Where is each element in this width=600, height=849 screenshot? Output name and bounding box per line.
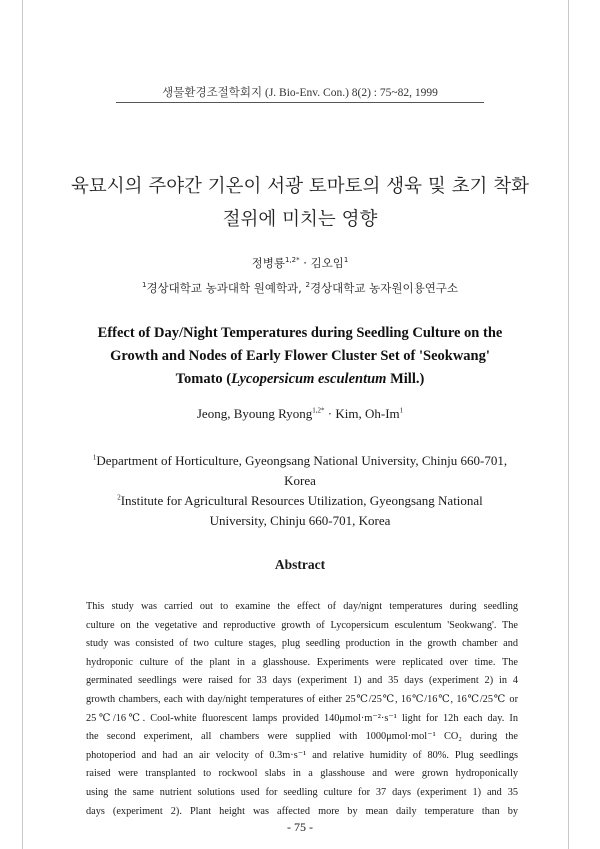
abstract-body — [86, 598, 518, 821]
korean-author-1: 정병룡 — [251, 256, 285, 270]
english-author-1: Jeong, Byoung Ryong — [196, 406, 313, 421]
korean-affil-1-sup: 1 — [141, 281, 147, 290]
abstract-line: photoperiod and had an air velocity of 0.3m·s⁻¹ and relative humidity of 80%. Plug seedlings — [86, 749, 518, 761]
english-affil-2-line-1 — [80, 491, 520, 511]
abstract-line: days (experiment 2). Plant height was affected more by mean daily temperature than by — [86, 805, 518, 817]
korean-affiliations — [0, 280, 600, 296]
korean-affil-1: 경상대학교 농과대학 원예학과, — [146, 281, 306, 295]
abstract-line: study was consisted of two culture stages, plug seedling production in the growth chamber and — [86, 638, 518, 650]
korean-author-1-sup: 1,2* — [284, 256, 300, 265]
abstract-line: germinated seedlings were raised for 33 days (experiment 1) and 35 days (experiment 2) in 4 — [86, 675, 518, 687]
abstract-line: 25℃/16℃. Cool-white fluorescent lamps provided 140μmol·m⁻²·s⁻¹ light for 12h each day. In — [86, 712, 518, 724]
abstract-line: culture on the vegetative and reproductive growth of Lycopersicum esculentum 'Seokwang'. The — [86, 619, 518, 631]
abstract-line: using the same nutrient solutions used for seedling culture for 37 days (experiment 1) and 35 — [86, 786, 518, 798]
english-title-prefix: Tomato ( — [175, 371, 232, 387]
english-author-2: Kim, Oh-Im — [335, 406, 400, 421]
header-rule — [116, 102, 484, 103]
korean-author-2: 김오임 — [310, 256, 344, 270]
english-affil-1-text: Department of Horticulture, Gyeongsang National University, Chinju 660-701, — [96, 453, 508, 468]
abstract-line: raised were transplanted to rockwool slabs in a glasshouse and were grown hydroponically — [86, 768, 518, 780]
english-title-line-1: Effect of Day/Night Temperatures during Seedling Culture on the — [97, 325, 503, 341]
english-affil-1-sup: 1 — [92, 453, 97, 462]
english-author-separator: · — [324, 406, 336, 421]
english-affil-2-sup: 2 — [117, 493, 121, 502]
english-affil-1-line-1 — [80, 451, 520, 471]
english-title-line-3 — [70, 368, 530, 391]
english-title-suffix: Mill.) — [386, 371, 425, 387]
abstract-line: growth chambers, each with day/night temperatures of either 25℃/25℃, 16℃/16℃, 16℃/25℃ or — [86, 693, 518, 705]
page-number: - 75 - — [287, 820, 313, 834]
english-affil-1-line-2: Korea — [284, 473, 316, 488]
korean-title-line-2: 절위에 미치는 영향 — [222, 209, 378, 230]
author-separator: · — [299, 256, 311, 270]
abstract-line: hydroponic culture of the plant in a glasshouse. Experiments were replicated over time. The — [86, 656, 518, 668]
korean-affil-2: 경상대학교 농자원이용연구소 — [309, 281, 459, 295]
english-title — [70, 322, 530, 391]
korean-authors — [0, 255, 600, 271]
species-name: Lycopersicum esculentum — [231, 371, 387, 387]
english-title-line-2: Growth and Nodes of Early Flower Cluster Set of 'Seokwang' — [110, 348, 490, 364]
running-header: 생물환경조절학회지 (J. Bio-Env. Con.) 8(2) : 75~82, 1999 — [162, 87, 438, 99]
english-author-1-sup: 1,2* — [312, 406, 325, 415]
english-authors — [0, 406, 600, 422]
english-affil-2-text: Institute for Agricultural Resources Utilization, Gyeongsang National — [120, 493, 483, 508]
korean-title — [0, 170, 600, 236]
english-affiliations — [80, 451, 520, 531]
abstract-line: the second experiment, all chambers were supplied with 1000μmol·mol⁻¹ CO₂ during the — [86, 731, 518, 743]
english-affil-2-line-2: University, Chinju 660-701, Korea — [209, 513, 391, 528]
abstract-heading: Abstract — [274, 557, 326, 572]
korean-affil-2-sup: 2 — [305, 281, 310, 290]
korean-author-2-sup: 1 — [343, 256, 349, 265]
english-author-2-sup: 1 — [399, 406, 404, 415]
korean-title-line-1: 육묘시의 주야간 기온이 서광 토마토의 생육 및 초기 착화 — [70, 176, 530, 197]
abstract-line: This study was carried out to examine the effect of day/nignt temperatures during seedling — [86, 601, 518, 612]
